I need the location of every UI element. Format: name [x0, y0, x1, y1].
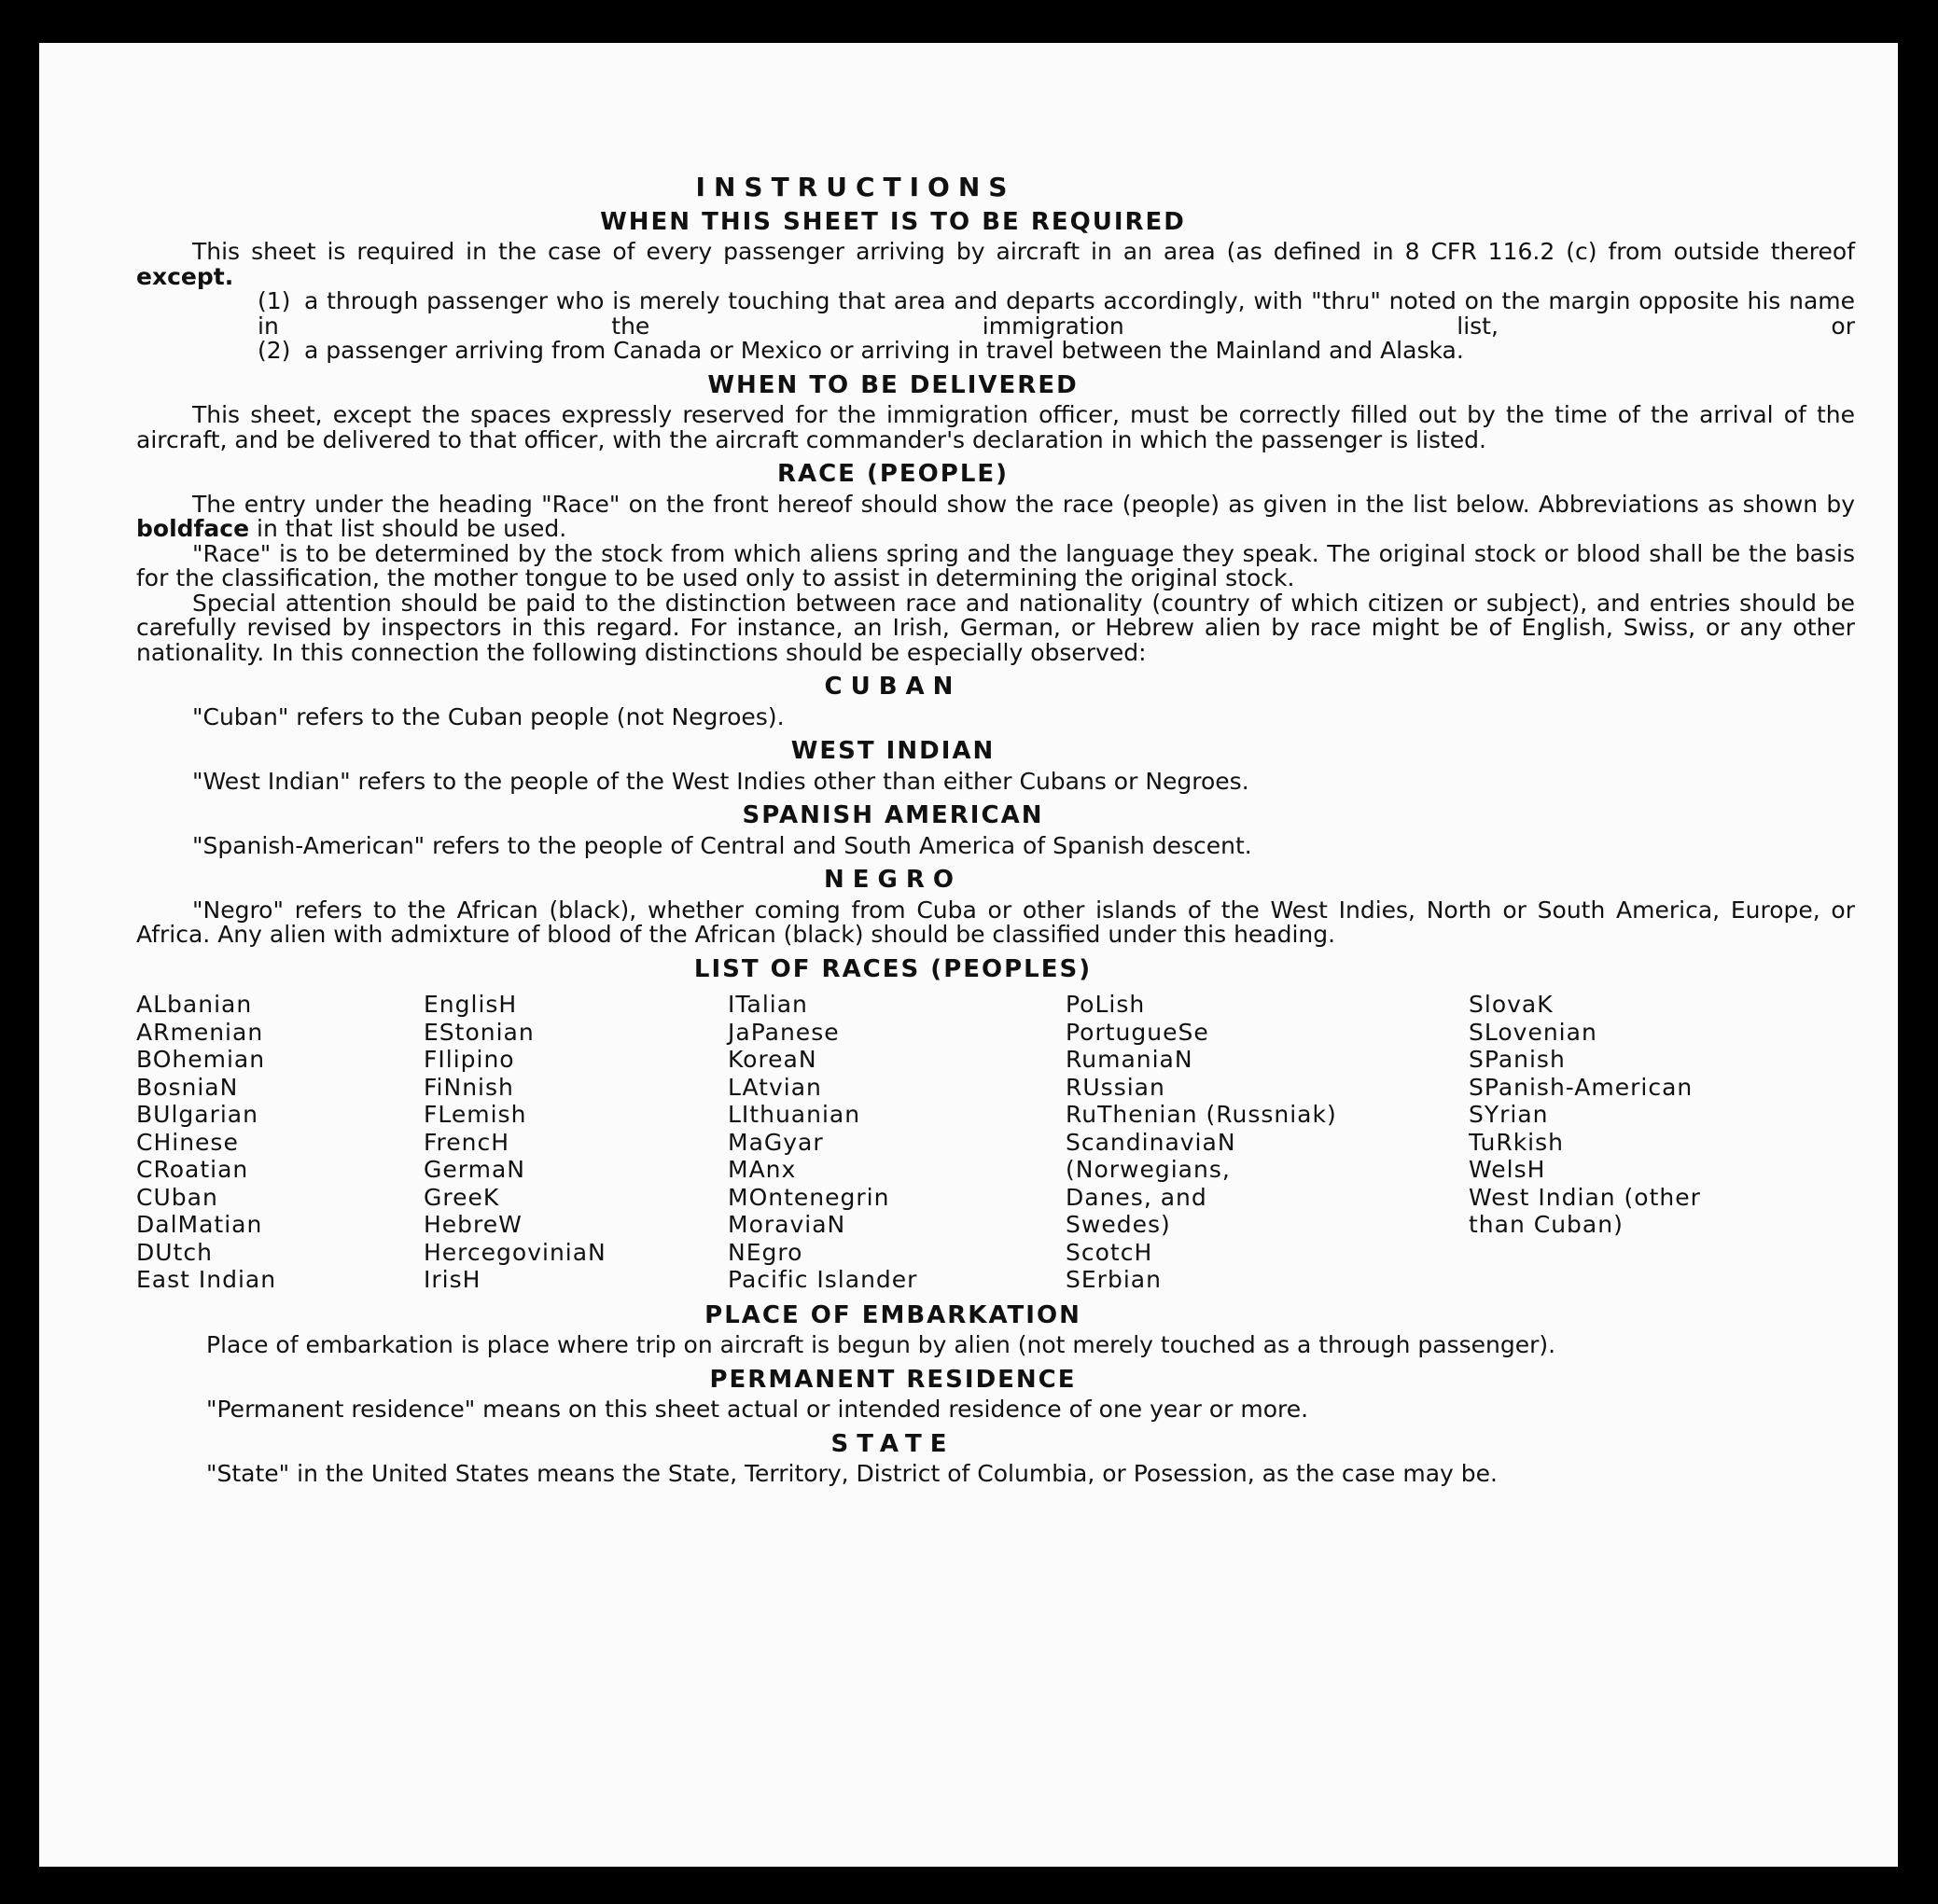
race-item: West Indian (other than Cuban) — [1469, 1183, 1701, 1238]
race-item: ScotcH — [1066, 1238, 1153, 1266]
section-heading-embarkation: PLACE OF EMBARKATION — [704, 1300, 1081, 1329]
section-heading-delivered: WHEN TO BE DELIVERED — [707, 370, 1079, 399]
race-paragraph-2: "Race" is to be determined by the stock from which aliens spring and the language they speak. The original stock or blood shall be the basis for the classification, the mother tongue to be used only to assist in determining the original stock. — [136, 539, 1855, 591]
exception-item-2: (2) a passenger arriving from Canada or Mexico or arriving in travel between the Mainland and Alaska. — [258, 337, 1464, 364]
boldface-word: boldface — [136, 515, 250, 542]
race-item: SErbian — [1066, 1266, 1162, 1293]
document-sheet — [39, 43, 1898, 1867]
race-item: KoreaN — [728, 1046, 817, 1073]
race-item: FLemish — [424, 1101, 527, 1128]
race-item: RuThenian (Russniak) — [1066, 1101, 1337, 1128]
instructions-content — [136, 172, 1855, 1487]
race-item: ScandinaviaN (Norwegians, Danes, and Swedes) — [1066, 1128, 1236, 1238]
section-heading-spanish-american: SPANISH AMERICAN — [742, 801, 1044, 829]
race-item: PortugueSe — [1066, 1018, 1209, 1046]
race-item: BOhemian — [136, 1046, 266, 1073]
section-heading-required: WHEN THIS SHEET IS TO BE REQUIRED — [600, 207, 1186, 236]
race-item: LIthuanian — [728, 1101, 861, 1128]
race-item: CUban — [136, 1183, 218, 1211]
residence-paragraph: "Permanent residence" means on this sheet actual or intended residence of one year or more. — [206, 1396, 1309, 1423]
cuban-paragraph: "Cuban" refers to the Cuban people (not Negroes). — [192, 702, 785, 730]
race-item: East Indian — [136, 1266, 277, 1293]
race-column-2 — [424, 991, 728, 1294]
exception-item-1: (1) a through passenger who is merely touching that area and departs accordingly, with "thru" noted on the margin opposite his name in the immigration list, or — [258, 287, 1855, 340]
race-item: SPanish — [1469, 1046, 1566, 1073]
state-paragraph: "State" in the United States means the State, Territory, District of Columbia, or Posession, as the case may be. — [206, 1460, 1498, 1487]
race-item: ITalian — [728, 991, 808, 1018]
race-item: MOntenegrin — [728, 1183, 890, 1211]
section-heading-race-list: LIST OF RACES (PEOPLES) — [693, 954, 1093, 983]
race-item: BUlgarian — [136, 1101, 258, 1128]
race-column-4 — [1066, 991, 1469, 1294]
race-item: MaGyar — [728, 1128, 824, 1156]
race-item: IrisH — [424, 1266, 481, 1293]
race-item: MAnx — [728, 1156, 797, 1183]
race-item: NEgro — [728, 1238, 803, 1266]
race-item: GermaN — [424, 1156, 525, 1183]
race-item: BosniaN — [136, 1073, 239, 1101]
race-item: CHinese — [136, 1128, 239, 1156]
negro-paragraph: "Negro" refers to the African (black), whether coming from Cuba or other islands of the West Indies, North or South America, Europe, or Africa. Any alien with admixture of blood of the African (black) should be classified under this heading. — [136, 896, 1855, 948]
race-item: SPanish-American — [1469, 1073, 1694, 1101]
race-item: DalMatian — [136, 1211, 263, 1238]
race-item: FrencH — [424, 1128, 510, 1156]
race-item: FIlipino — [424, 1046, 515, 1073]
required-paragraph: This sheet is required in the case of every passenger arriving by aircraft in an area (as defined in 8 CFR 116.2 (c) from outside thereof except. — [136, 238, 1855, 290]
embarkation-paragraph: Place of embarkation is place where trip on aircraft is begun by alien (not merely touched as a through passenger). — [206, 1331, 1556, 1358]
race-item: EnglisH — [424, 991, 518, 1018]
race-list — [136, 991, 1855, 1294]
race-paragraph-3: Special attention should be paid to the distinction between race and nationality (country of which citizen or subject), and entries should be carefully revised by inspectors in this regard. For instance, an Irish, German, or Hebrew alien by race might be of English, Swiss, or any other nationality. In this connection the following distinctions should be especially observed: — [136, 589, 1855, 666]
race-item: CRoatian — [136, 1156, 249, 1183]
race-column-5 — [1469, 991, 1851, 1294]
section-heading-negro: NEGRO — [824, 866, 962, 894]
section-heading-cuban: CUBAN — [824, 673, 962, 701]
race-paragraph-1: The entry under the heading "Race" on the front hereof should show the race (people) as given in the list below. Abbreviations as shown by boldface in that list should be used. — [136, 490, 1855, 542]
race-item: WelsH — [1469, 1156, 1546, 1183]
race-item: Pacific Islander — [728, 1266, 918, 1293]
race-item: SLovenian — [1469, 1018, 1597, 1046]
race-item: RUssian — [1066, 1073, 1165, 1101]
delivered-paragraph: This sheet, except the spaces expressly reserved for the immigration officer, must be correctly filled out by the time of the arrival of the aircraft, and be delivered to that officer, with the aircraft commander's declaration in which the passenger is listed. — [136, 401, 1855, 453]
race-item: ALbanian — [136, 991, 253, 1018]
section-heading-west-indian: WEST INDIAN — [790, 737, 996, 765]
spanish-american-paragraph: "Spanish-American" refers to the people of Central and South America of Spanish descent. — [192, 831, 1252, 859]
race-item: SYrian — [1469, 1101, 1549, 1128]
race-item: EStonian — [424, 1018, 535, 1046]
page-title: INSTRUCTIONS — [695, 172, 1016, 202]
section-heading-race: RACE (PEOPLE) — [776, 460, 1010, 488]
race-item: HercegoviniaN — [424, 1238, 606, 1266]
west-indian-paragraph: "West Indian" refers to the people of the West Indies other than either Cubans or Negroes. — [192, 767, 1249, 795]
race-item: JaPanese — [728, 1018, 840, 1046]
race-column-3 — [728, 991, 1066, 1294]
race-item: PoLish — [1066, 991, 1146, 1018]
race-item: MoraviaN — [728, 1211, 846, 1238]
race-item: FiNnish — [424, 1073, 514, 1101]
race-item: TuRkish — [1469, 1128, 1564, 1156]
except-bold: except. — [136, 262, 234, 290]
exception-list — [136, 289, 1855, 364]
race-item: GreeK — [424, 1183, 500, 1211]
race-item: RumaniaN — [1066, 1046, 1193, 1073]
race-item: DUtch — [136, 1238, 213, 1266]
race-column-1 — [136, 991, 424, 1294]
race-item: SlovaK — [1469, 991, 1554, 1018]
section-heading-state: STATE — [830, 1429, 955, 1458]
race-item: HebreW — [424, 1211, 523, 1238]
race-item: LAtvian — [728, 1073, 822, 1101]
race-item: ARmenian — [136, 1018, 264, 1046]
section-heading-residence: PERMANENT RESIDENCE — [709, 1365, 1077, 1394]
